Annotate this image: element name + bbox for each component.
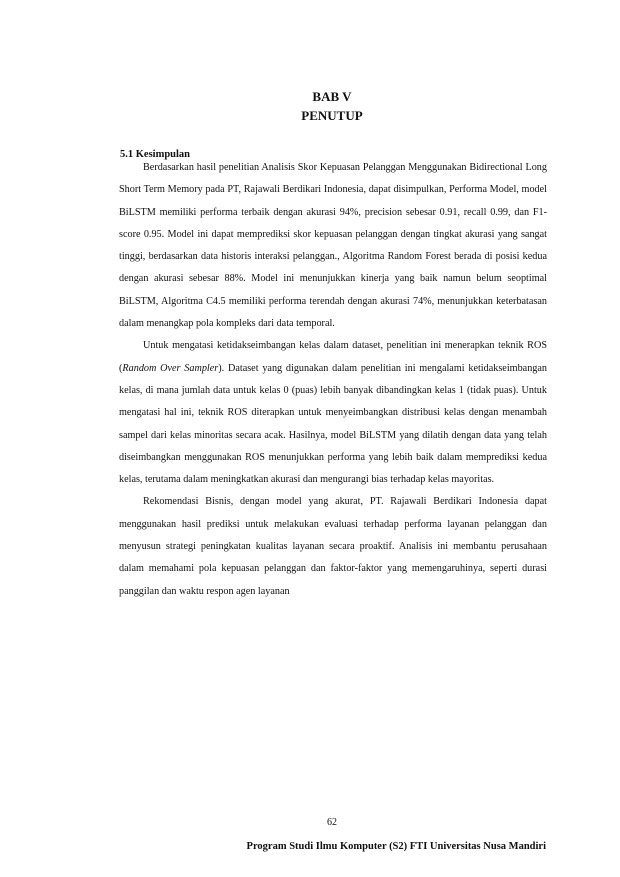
paragraph-2-start: Untuk mengatasi ketidakseimbangan kelas dalam dataset, penelitian ini menerapkan teknik ROS ( — [119, 340, 547, 374]
paragraph-conclusion-3: Rekomendasi Bisnis, dengan model yang akurat, PT. Rajawali Berdikari Indonesia dapat menggunakan hasil prediksi untuk melakukan evaluasi terhadap performa layanan pelanggan dan menyusun strategi peningkatan kualitas layanan secara proaktif. Analisis ini membantu perusahaan dalam memahami pola kepuasan pelanggan dan faktor-faktor yang memengaruhinya, seperti durasi panggilan dan waktu respon agen layanan — [119, 496, 547, 597]
chapter-number: BAB V — [312, 89, 352, 104]
paragraph-conclusion-2 — [119, 335, 547, 491]
section-heading: 5.1 Kesimpulan — [120, 149, 191, 160]
chapter-title: PENUTUP — [301, 108, 363, 123]
body-text — [119, 157, 547, 603]
paragraph-conclusion-1: Berdasarkan hasil penelitian Analisis Skor Kepuasan Pelanggan Menggunakan Bidirectional Long Short Term Memory pada PT, Rajawali Berdikari Indonesia, dapat disimpulkan, Performa Model, model BiLSTM memiliki performa terbaik dengan akurasi 94%, precision sebesar 0.91, recall 0.99, dan F1-score 0.95. Model ini dapat memprediksi skor kepuasan pelanggan dengan tingkat akurasi yang sangat tinggi, berdasarkan data historis interaksi pelanggan., Algoritma Random Forest berada di posisi kedua dengan akurasi sebesar 88%. Model ini menunjukkan kinerja yang baik namun belum seoptimal BiLSTM, Algoritma C4.5 memiliki performa terendah dengan akurasi 74%, menunjukkan keterbatasan dalam menangkap pola kompleks dari data temporal. — [119, 162, 547, 330]
paragraph-2-end: ). Dataset yang digunakan dalam penelitian ini mengalami ketidakseimbangan kelas, di mana jumlah data untuk kelas 0 (puas) lebih banyak dibandingkan kelas 1 (tidak puas). Untuk mengatasi hal ini, teknik ROS diterapkan untuk menyeimbangkan distribusi kelas dengan menambah sampel dari kelas minoritas secara acak. Hasilnya, model BiLSTM yang dilatih dengan data yang telah diseimbangkan menggunakan ROS menunjukkan performa yang lebih baik dalam memprediksi kedua kelas, terutama dalam meningkatkan akurasi dan mengurangi bias terhadap kelas mayoritas. — [119, 362, 548, 486]
page-footer: Program Studi Ilmu Komputer (S2) FTI Universitas Nusa Mandiri — [246, 841, 546, 852]
page-number: 62 — [327, 817, 337, 828]
paragraph-2-italic-term: Random Over Sampler — [122, 362, 219, 374]
